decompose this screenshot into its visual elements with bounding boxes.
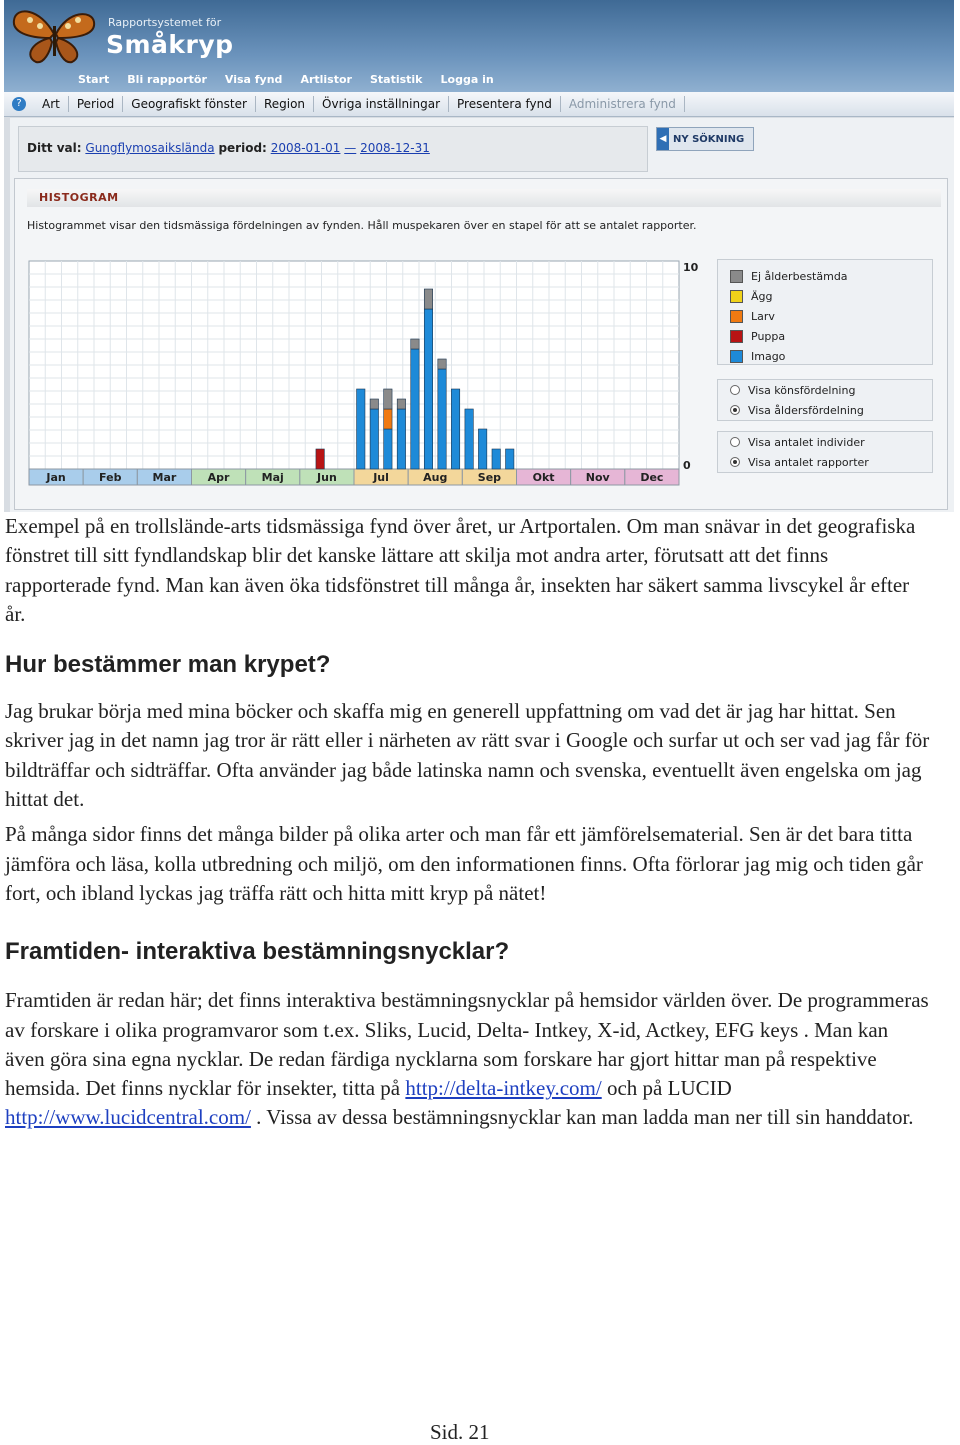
link-lucidcentral[interactable]: http://www.lucidcentral.com/	[5, 1105, 251, 1130]
nav-visa-fynd[interactable]: Visa fynd	[224, 73, 283, 86]
nav-start[interactable]: Start	[78, 73, 110, 86]
histogram-chart	[27, 259, 717, 497]
histogram-bar	[492, 449, 500, 469]
toolbar-region[interactable]: Region	[256, 96, 314, 112]
display-options-2	[717, 431, 933, 473]
toolbar-ovriga-installningar[interactable]: Övriga inställningar	[314, 96, 449, 112]
histogram-bar	[370, 409, 378, 469]
histogram-bar	[397, 409, 405, 469]
histogram-bar	[424, 309, 432, 469]
legend-label: Larv	[751, 309, 775, 323]
new-search-label: NY SÖKNING	[673, 133, 745, 145]
display-options-1	[717, 379, 933, 421]
option-konsfordelning[interactable]	[718, 380, 932, 400]
toolbar-presentera-fynd[interactable]: Presentera fynd	[449, 96, 561, 112]
month-label: Jan	[46, 471, 66, 484]
histogram-bar	[384, 429, 392, 469]
histogram-title: HISTOGRAM	[27, 189, 941, 207]
month-label: Jul	[373, 471, 389, 484]
logo-title: Småkryp	[106, 30, 234, 59]
species-link[interactable]: Gungflymosaikslända	[85, 141, 215, 155]
histogram-bar	[384, 389, 392, 409]
header-banner	[4, 0, 954, 92]
selection-box	[18, 126, 648, 172]
option-aldersfordelning[interactable]	[718, 400, 932, 420]
nav-logga-in[interactable]: Logga in	[440, 73, 494, 86]
radio-antalet-rapporter[interactable]	[730, 457, 740, 467]
option-label: Visa antalet rapporter	[748, 455, 869, 469]
histogram-bar	[438, 369, 446, 469]
month-label: Mar	[152, 471, 177, 484]
histogram-bar	[370, 399, 378, 409]
toolbar	[4, 92, 954, 117]
logo-subtitle: Rapportsystemet för	[108, 16, 222, 29]
paragraph-3	[5, 986, 930, 1132]
month-label: Maj	[261, 471, 284, 484]
radio-aldersfordelning[interactable]	[730, 405, 740, 415]
histogram-panel	[14, 178, 948, 510]
toolbar-period[interactable]: Period	[69, 96, 123, 112]
month-label: Feb	[99, 471, 122, 484]
legend-swatch	[730, 290, 743, 303]
legend-swatch	[730, 270, 743, 283]
paragraph-3-text-b: och på LUCID	[601, 1076, 732, 1101]
histogram-bar	[478, 429, 486, 469]
legend-swatch	[730, 310, 743, 323]
page-number: Sid. 21	[430, 1420, 490, 1444]
legend-item-agg	[718, 286, 932, 306]
histogram-bar	[506, 449, 514, 469]
toolbar-administrera-fynd[interactable]: Administrera fynd	[561, 96, 685, 112]
help-icon[interactable]: ?	[12, 97, 26, 111]
nav-statistik[interactable]: Statistik	[369, 73, 423, 86]
histogram-bar	[397, 399, 405, 409]
histogram-bar	[465, 409, 473, 469]
legend-swatch	[730, 350, 743, 363]
month-label: Okt	[532, 471, 555, 484]
period-dash: —	[344, 141, 357, 155]
month-label: Sep	[477, 471, 502, 484]
histogram-bar	[411, 339, 419, 349]
month-label: Apr	[207, 471, 230, 484]
histogram-bar	[438, 359, 446, 369]
toolbar-geografiskt-fonster[interactable]: Geografiskt fönster	[123, 96, 256, 112]
histogram-description: Histogrammet visar den tidsmässiga fördelningen av fynden. Håll muspekaren över en stapel för att se antalet rapporter.	[27, 219, 697, 232]
period-from-link[interactable]: 2008-01-01	[270, 141, 341, 155]
nav-artlistor[interactable]: Artlistor	[300, 73, 352, 86]
histogram-bar	[357, 389, 365, 469]
radio-konsfordelning[interactable]	[730, 385, 740, 395]
paragraph-3-text-c: . Vissa av dessa bestämningsnycklar kan man ladda man ner till sin handdator.	[250, 1105, 914, 1130]
legend-panel	[717, 259, 933, 365]
option-label: Visa könsfördelning	[748, 383, 856, 397]
nav-bli-rapportor[interactable]: Bli rapportör	[127, 73, 207, 86]
y-tick-label: 10	[683, 261, 699, 274]
histogram-bar	[384, 409, 392, 429]
legend-item-larv	[718, 306, 932, 326]
heading-hur-bestammer: Hur bestämmer man krypet?	[5, 651, 331, 679]
month-label: Nov	[585, 471, 610, 484]
heading-framtiden: Framtiden- interaktiva bestämningsnycklar?	[5, 938, 510, 966]
option-antalet-rapporter[interactable]	[718, 452, 932, 472]
arrow-left-icon: ◀	[657, 128, 669, 150]
histogram-bar	[451, 389, 459, 469]
legend-swatch	[730, 330, 743, 343]
legend-label: Puppa	[751, 329, 786, 343]
option-label: Visa antalet individer	[748, 435, 865, 449]
period-to-link[interactable]: 2008-12-31	[360, 141, 430, 155]
legend-item-ej-alderbestamda	[718, 266, 932, 286]
toolbar-art[interactable]: Art	[34, 96, 69, 112]
month-label: Jun	[317, 471, 337, 484]
butterfly-logo-icon	[10, 4, 100, 68]
legend-label: Ägg	[751, 289, 773, 303]
legend-label: Imago	[751, 349, 786, 363]
y-tick-label: 0	[683, 459, 691, 472]
radio-antalet-individer[interactable]	[730, 437, 740, 447]
legend-label: Ej ålderbestämda	[751, 269, 848, 283]
histogram-bar	[411, 349, 419, 469]
selection-label: Ditt val:	[27, 141, 82, 155]
paragraph-1: Jag brukar börja med mina böcker och skaffa mig en generell uppfattning om vad det är jag har hittat. Sen skriver jag in det namn jag tror är rätt eller i närheten av rätt svar i Google och surfar ut och ser vad jag får för bildträffar och sidträffar. Ofta använder jag både latinska namn och svenska, eventuellt även engelska om jag hittat det.	[5, 699, 930, 812]
new-search-button[interactable]	[656, 127, 754, 151]
option-label: Visa åldersfördelning	[748, 403, 864, 417]
paragraph-3-text-a: Framtiden är redan här; det finns interaktiva bestämningsnycklar på hemsidor världen över. De programmeras av forskare i olika programvaror som t.ex. Sliks, Lucid, Delta- Intkey, X-id, Actkey, EFG keys . Man kan även göra sina egna nycklar. De redan färdiga nycklarna som forskare har gjort hittar man på respektive hemsida. Det finns nycklar för insekter, titta på	[5, 988, 929, 1101]
option-antalet-individer[interactable]	[718, 432, 932, 452]
period-label: period:	[218, 141, 267, 155]
artportalen-screenshot	[4, 0, 954, 512]
caption: Exempel på en trollslände-arts tidsmässiga fynd över året, ur Artportalen. Om man snävar in det geografiska fönstret till sitt fyndlandskap blir det kanske lättare att skilja mot andra arter, förutsatt att det finns rapporterade fynd. Man kan även öka tidsfönstret till många år, insekten har säkert samma livscykel år efter år.	[5, 514, 916, 626]
histogram-bar	[424, 289, 432, 309]
month-label: Dec	[640, 471, 664, 484]
document-body	[5, 512, 930, 1133]
top-navigation	[78, 73, 494, 86]
month-label: Aug	[423, 471, 448, 484]
main-area	[10, 118, 954, 512]
legend-item-imago	[718, 346, 932, 366]
histogram-bar	[316, 449, 324, 469]
paragraph-2: På många sidor finns det många bilder på olika arter och man får ett jämförelsematerial. Sen är det bara titta jämföra och läsa, kolla utbredning och miljö, om den informationen finns. Ofta förlorar jag mig och tiden går fort, och ibland lyckas jag träffa rätt och hitta mitt kryp på nätet!	[5, 822, 923, 905]
link-delta-intkey[interactable]: http://delta-intkey.com/	[405, 1076, 602, 1101]
legend-item-puppa	[718, 326, 932, 346]
